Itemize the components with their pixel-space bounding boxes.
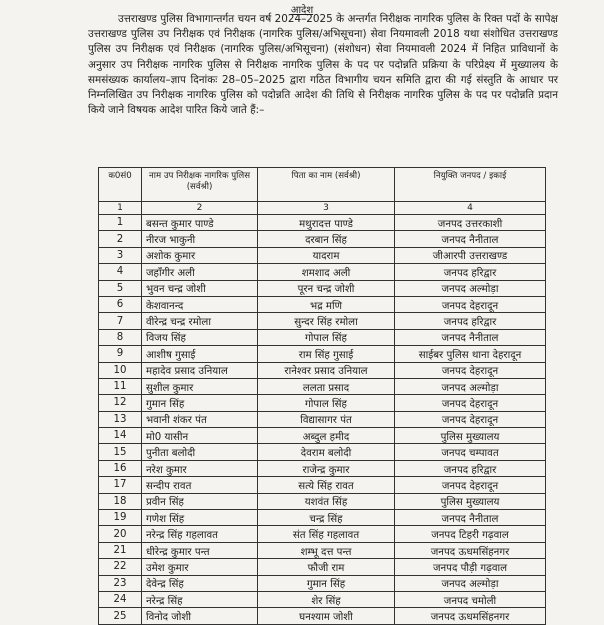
posting-cell: जनपद अल्मोड़ा: [395, 378, 546, 394]
header-serial: क0सं0: [99, 168, 142, 202]
posting-cell: जनपद अल्मोड़ा: [395, 280, 546, 296]
father-name-cell: यादराम: [258, 247, 395, 263]
father-name-cell: रानेश्वर प्रसाद उनियाल: [258, 362, 395, 378]
father-name-cell: दरबान सिंह: [258, 231, 395, 247]
posting-cell: जनपद हरिद्वार: [395, 264, 546, 280]
table-header-row: [99, 168, 546, 202]
table-row: [99, 477, 546, 493]
name-cell: नरेश कुमार: [142, 460, 258, 476]
serial-cell: 11: [99, 378, 142, 394]
column-number: 3: [258, 202, 395, 215]
header-posting: नियुक्ति जनपद / इकाई: [395, 168, 546, 202]
serial-cell: 5: [99, 280, 142, 296]
serial-cell: 22: [99, 559, 142, 575]
name-cell: प्रवीन सिंह: [142, 493, 258, 509]
name-cell: देवेन्द्र सिंह: [142, 575, 258, 591]
table-row: [99, 460, 546, 476]
table-row: [99, 362, 546, 378]
father-name-cell: चन्द्र सिंह: [258, 510, 395, 526]
father-name-cell: शेर सिंह: [258, 591, 395, 607]
table-row: [99, 542, 546, 558]
father-name-cell: गोपाल सिंह: [258, 329, 395, 345]
father-name-cell: सत्ये सिंह रावत: [258, 477, 395, 493]
serial-cell: 19: [99, 510, 142, 526]
table-row: [99, 215, 546, 231]
name-cell: आशीष गुसाई: [142, 346, 258, 362]
name-cell: नीरज भाकुनी: [142, 231, 258, 247]
posting-cell: जनपद हरिद्वार: [395, 460, 546, 476]
posting-cell: जनपद हरिद्वार: [395, 313, 546, 329]
serial-cell: 3: [99, 247, 142, 263]
posting-cell: पुलिस मुख्यालय: [395, 428, 546, 444]
serial-cell: 16: [99, 460, 142, 476]
posting-cell: जनपद नैनीताल: [395, 329, 546, 345]
serial-cell: 14: [99, 428, 142, 444]
posting-cell: जनपद देहरादून: [395, 362, 546, 378]
name-cell: धीरेन्द्र कुमार पन्त: [142, 542, 258, 558]
serial-cell: 7: [99, 313, 142, 329]
table-row: [99, 395, 546, 411]
name-cell: पुनीता बलोदी: [142, 444, 258, 460]
name-cell: केशवानन्द: [142, 296, 258, 312]
serial-cell: 10: [99, 362, 142, 378]
father-name-cell: विद्यासागर पंत: [258, 411, 395, 427]
column-number: 4: [395, 202, 546, 215]
name-cell: विजय सिंह: [142, 329, 258, 345]
father-name-cell: अब्दुल हमीद: [258, 428, 395, 444]
father-name-cell: संत सिंह गहलावत: [258, 526, 395, 542]
name-cell: विनोद जोशी: [142, 608, 258, 624]
name-cell: सुशील कुमार: [142, 378, 258, 394]
name-cell: भवानी शंकर पंत: [142, 411, 258, 427]
posting-cell: जनपद नैनीताल: [395, 510, 546, 526]
column-number: 1: [99, 202, 142, 215]
father-name-cell: ललता प्रसाद: [258, 378, 395, 394]
serial-cell: 25: [99, 608, 142, 624]
father-name-cell: राजेन्द्र कुमार: [258, 460, 395, 476]
serial-cell: 6: [99, 296, 142, 312]
header-father-name: पिता का नाम (सर्वश्री): [258, 168, 395, 202]
table-body: [99, 215, 546, 625]
serial-cell: 21: [99, 542, 142, 558]
posting-cell: जनपद उत्तरकाशी: [395, 215, 546, 231]
father-name-cell: शमशाद अली: [258, 264, 395, 280]
name-cell: उमेश कुमार: [142, 559, 258, 575]
serial-cell: 12: [99, 395, 142, 411]
father-name-cell: पूरन चन्द्र जोशी: [258, 280, 395, 296]
serial-cell: 13: [99, 411, 142, 427]
name-cell: सन्दीप रावत: [142, 477, 258, 493]
father-name-cell: घनश्याम जोशी: [258, 608, 395, 624]
name-cell: जहाँगीर अली: [142, 264, 258, 280]
posting-cell: जनपद टिहरी गढ़वाल: [395, 526, 546, 542]
father-name-cell: यशवंत सिंह: [258, 493, 395, 509]
table-row: [99, 247, 546, 263]
promotion-table: [98, 167, 546, 625]
name-cell: वीरेन्द्र चन्द्र रमोला: [142, 313, 258, 329]
header-name: नाम उप निरीक्षक नागरिक पुलिस (सर्वश्री): [142, 168, 258, 202]
serial-cell: 15: [99, 444, 142, 460]
name-cell: भुवन चन्द्र जोशी: [142, 280, 258, 296]
posting-cell: साईबर पुलिस थाना देहरादून: [395, 346, 546, 362]
father-name-cell: गुमान सिंह: [258, 575, 395, 591]
posting-cell: जनपद अल्मोड़ा: [395, 575, 546, 591]
table-row: [99, 264, 546, 280]
name-cell: नरेन्द्र सिंह: [142, 591, 258, 607]
table-row: [99, 296, 546, 312]
posting-cell: जनपद देहरादून: [395, 477, 546, 493]
father-name-cell: देवराम बलोदी: [258, 444, 395, 460]
table-row: [99, 411, 546, 427]
serial-cell: 24: [99, 591, 142, 607]
posting-cell: जनपद देहरादून: [395, 395, 546, 411]
column-number: 2: [142, 202, 258, 215]
name-cell: गणेश सिंह: [142, 510, 258, 526]
father-name-cell: शम्भू दत्त पन्त: [258, 542, 395, 558]
serial-cell: 1: [99, 215, 142, 231]
table-row: [99, 444, 546, 460]
name-cell: महादेव प्रसाद उनियाल: [142, 362, 258, 378]
table-row: [99, 329, 546, 345]
posting-cell: जनपद देहरादून: [395, 411, 546, 427]
serial-cell: 8: [99, 329, 142, 345]
father-name-cell: मथुरादत्त पाण्डे: [258, 215, 395, 231]
name-cell: नरेन्द्र सिंह गहलावत: [142, 526, 258, 542]
order-paragraph: उत्तराखण्ड पुलिस विभागान्तर्गत चयन वर्ष 2024–2025 के अन्तर्गत निरीक्षक नागरिक पुलिस के रिक्त पदों के सापेक्ष उत्तराखण्ड पुलिस उप निरीक्षक एवं निरीक्षक (नागरिक पुलिस/अभिसूचना) सेवा नियमावली 2018 यथा संशोधित उत्तराखण्ड पुलिस उप निरीक्षक एवं निरीक्षक (नागरिक पुलिस/अभिसूचना) (संशोधन) सेवा नियमावली 2024 में निहित प्राविधानों के अनुसार उप निरीक्षक नागरिक पुलिस से निरीक्षक नागरिक पुलिस के पद पर पदोन्नति प्रक्रिया के परिप्रेक्ष्य में मुख्यालय के समसंख्यक कार्यालय–ज्ञाप दिनांकः 28–05–2025 द्वारा गठित विभागीय चयन समिति द्वारा की गई संस्तुति के आधार पर निम्नलिखित उप निरीक्षक नागरिक पुलिस को पदोन्नति आदेश की तिथि से निरीक्षक नागरिक पुलिस के पद पर पदोन्नति प्रदान किये जाने विषयक आदेश पारित किये जाते हैं:–: [88, 13, 558, 117]
table-row: [99, 608, 546, 624]
table-row: [99, 575, 546, 591]
posting-cell: जनपद देहरादून: [395, 296, 546, 312]
serial-cell: 2: [99, 231, 142, 247]
posting-cell: जनपद ऊधमसिंहनगर: [395, 608, 546, 624]
table-row: [99, 231, 546, 247]
father-name-cell: सुन्दर सिंह रमोला: [258, 313, 395, 329]
table-row: [99, 378, 546, 394]
serial-cell: 4: [99, 264, 142, 280]
column-number-row: [99, 202, 546, 215]
name-cell: गुमान सिंह: [142, 395, 258, 411]
serial-cell: 18: [99, 493, 142, 509]
table-row: [99, 493, 546, 509]
posting-cell: जनपद पौड़ी गढ़वाल: [395, 559, 546, 575]
serial-cell: 17: [99, 477, 142, 493]
father-name-cell: राम सिंह गुसाई: [258, 346, 395, 362]
name-cell: बसन्त कुमार पाण्डे: [142, 215, 258, 231]
name-cell: मो0 यासीन: [142, 428, 258, 444]
posting-cell: जनपद ऊधमसिंहनगर: [395, 542, 546, 558]
posting-cell: जनपद नैनीताल: [395, 231, 546, 247]
serial-cell: 23: [99, 575, 142, 591]
table-row: [99, 346, 546, 362]
posting-cell: जनपद चमोली: [395, 591, 546, 607]
table-row: [99, 510, 546, 526]
posting-cell: जीआरपी उत्तराखण्ड: [395, 247, 546, 263]
table-row: [99, 559, 546, 575]
father-name-cell: भद्र मणि: [258, 296, 395, 312]
posting-cell: जनपद चम्पावत: [395, 444, 546, 460]
table-row: [99, 313, 546, 329]
father-name-cell: गोपाल सिंह: [258, 395, 395, 411]
posting-cell: पुलिस मुख्यालय: [395, 493, 546, 509]
order-heading: आदेश: [290, 5, 314, 16]
father-name-cell: फौजी राम: [258, 559, 395, 575]
table-row: [99, 280, 546, 296]
name-cell: अशोक कुमार: [142, 247, 258, 263]
serial-cell: 20: [99, 526, 142, 542]
serial-cell: 9: [99, 346, 142, 362]
table-row: [99, 526, 546, 542]
table-row: [99, 428, 546, 444]
